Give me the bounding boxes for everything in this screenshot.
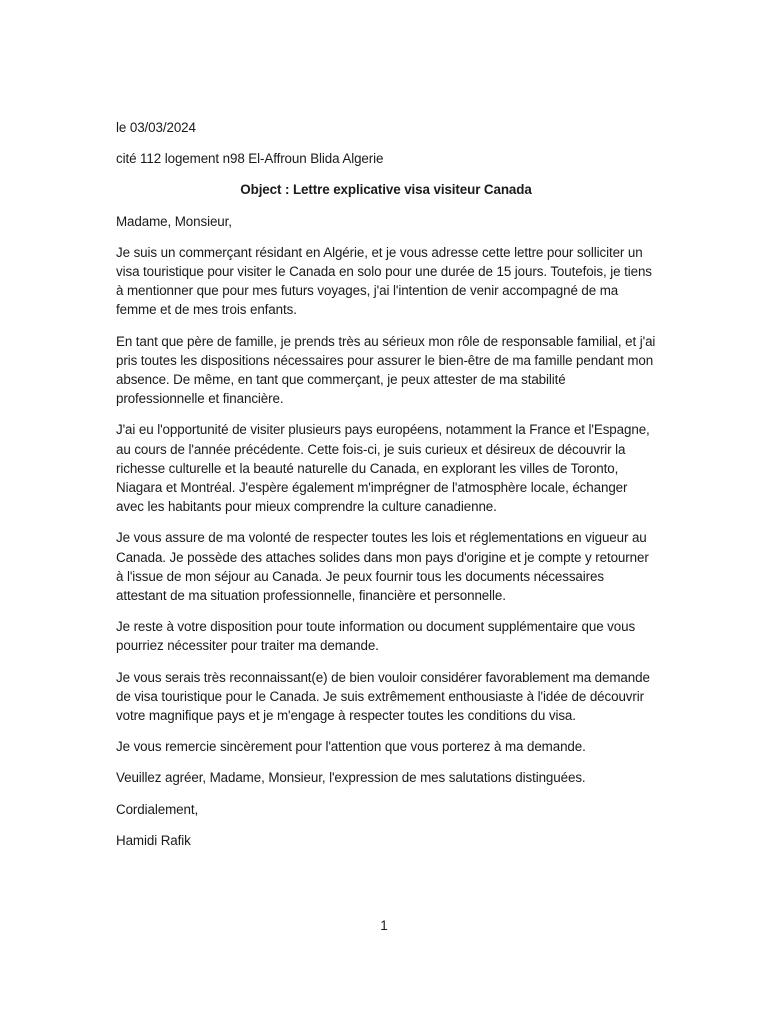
page-number: 1: [380, 918, 388, 933]
paragraph-availability: Je reste à votre disposition pour toute information ou document supplémentaire que vous pourriez nécessiter pour traiter ma demande.: [116, 619, 636, 654]
letter-body: [116, 118, 656, 850]
sender-address: cité 112 logement n98 El-Affroun Blida Algerie: [116, 151, 384, 167]
paragraph-family: En tant que père de famille, je prends très au sérieux mon rôle de responsable familial, et j'ai pris toutes les dispositions nécessaires pour assurer le bien-être de ma famille pendant mon absence. De même, en tant que commerçant, je peux attester de ma stabilité professionnelle et financière.: [116, 333, 656, 407]
paragraph-intro: Je suis un commerçant résidant en Algérie, et je vous adresse cette lettre pour solliciter un visa touristique pour visiter le Canada en solo pour une durée de 15 jours. Toutefois, je tiens à mentionner que pour mes futurs voyages, j'ai l'intention de venir accompagné de ma femme et de mes trois enfants.: [116, 244, 652, 318]
paragraph-request: Je vous serais très reconnaissant(e) de bien vouloir considérer favorablement ma demande de visa touristique pour le Canada. Je suis extrêmement enthousiaste à l'idée de découvrir votre magnifique pays et je m'engage à respecter toutes les conditions du visa.: [116, 669, 650, 724]
paragraph-thanks: Je vous remercie sincèrement pour l'attention que vous porterez à ma demande.: [116, 739, 586, 755]
letter-date: le 03/03/2024: [116, 120, 196, 135]
paragraph-regards: Veuillez agréer, Madame, Monsieur, l'expression de mes salutations distinguées.: [116, 770, 586, 786]
signature-name: Hamidi Rafik: [116, 832, 191, 848]
paragraph-commitment: Je vous assure de ma volonté de respecter toutes les lois et réglementations en vigueur au Canada. Je possède des attaches solides dans mon pays d'origine et je compte y retourner à l'issue de mon séjour au Canada. Je peux fournir tous les documents nécessaires attestant de ma situation professionnelle, financière et personnelle.: [116, 530, 649, 604]
letter-subject: Object : Lettre explicative visa visiteur Canada: [240, 182, 532, 198]
closing: Cordialement,: [116, 801, 199, 817]
salutation: Madame, Monsieur,: [116, 213, 232, 229]
paragraph-travel-history: J'ai eu l'opportunité de visiter plusieurs pays européens, notamment la France et l'Espagne, au cours de l'année précédente. Cette fois-ci, je suis curieux et désireux de découvrir la richesse culturelle et la beauté naturelle du Canada, en explorant les villes de Toronto, Niagara et Montréal. J'espère également m'imprégner de l'atmosphère locale, échanger avec les habitants pour mieux comprendre la culture canadienne.: [116, 422, 650, 515]
